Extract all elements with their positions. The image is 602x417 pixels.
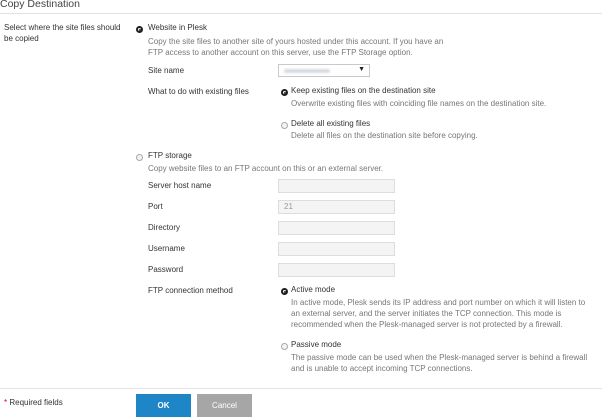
keep-files-label[interactable]: Keep existing files on the destination site xyxy=(291,86,436,95)
plesk-description-line1: Copy the site files to another site of yours hosted under this account. If you have an xyxy=(148,37,444,46)
active-mode-label[interactable]: Active mode xyxy=(291,285,336,294)
ok-button[interactable]: OK xyxy=(136,394,191,417)
website-in-plesk-label[interactable]: Website in Plesk xyxy=(148,23,207,32)
website-in-plesk-radio[interactable] xyxy=(136,26,143,33)
required-fields-text: Required fields xyxy=(9,398,63,407)
footer-divider xyxy=(0,388,602,389)
required-star: * xyxy=(4,398,8,407)
server-host-name-label: Server host name xyxy=(148,181,212,190)
active-mode-description-line1: In active mode, Plesk sends its IP address and port number on which it will listen to xyxy=(291,298,586,307)
password-label: Password xyxy=(148,265,184,274)
active-mode-description-line2: an external server, and the server initiates the TCP connection. This mode is xyxy=(291,309,562,318)
ftp-connection-method-label: FTP connection method xyxy=(148,286,233,295)
active-mode-description-line3: recommended when the Plesk-managed server is not protected by a firewall. xyxy=(291,320,563,329)
keep-files-description: Overwrite existing files with coinciding file names on the destination site. xyxy=(291,99,547,108)
server-host-name-input[interactable] xyxy=(278,179,395,193)
active-mode-radio[interactable] xyxy=(281,288,288,295)
delete-files-label[interactable]: Delete all existing files xyxy=(291,119,371,128)
directory-label: Directory xyxy=(148,223,181,232)
port-value: 21 xyxy=(284,202,293,211)
dropdown-arrow-icon: ▼ xyxy=(358,66,365,73)
passive-mode-description-line2: and is unable to accept incoming TCP connections. xyxy=(291,364,473,373)
keep-files-radio[interactable] xyxy=(281,89,288,96)
site-name-label: Site name xyxy=(148,66,185,75)
password-input[interactable] xyxy=(278,263,395,277)
title-divider xyxy=(0,13,602,14)
existing-files-label: What to do with existing files xyxy=(148,87,249,96)
directory-input[interactable] xyxy=(278,221,395,235)
passive-mode-radio[interactable] xyxy=(281,343,288,350)
ftp-storage-radio[interactable] xyxy=(136,154,143,161)
username-input[interactable] xyxy=(278,242,395,256)
ftp-storage-description: Copy website files to an FTP account on this or an external server. xyxy=(148,164,384,173)
destination-label-line1: Select where the site files should xyxy=(4,23,121,32)
destination-label-line2: be copied xyxy=(4,34,39,43)
page-title: Copy Destination xyxy=(0,0,80,10)
username-label: Username xyxy=(148,244,185,253)
passive-mode-description-line1: The passive mode can be used when the Plesk-managed server is behind a firewall xyxy=(291,353,588,362)
delete-files-description: Delete all files on the destination site before copying. xyxy=(291,131,478,140)
port-label: Port xyxy=(148,202,163,211)
passive-mode-label[interactable]: Passive mode xyxy=(291,340,342,349)
site-name-select[interactable] xyxy=(278,64,370,77)
ftp-storage-label[interactable]: FTP storage xyxy=(148,151,192,160)
required-fields-note xyxy=(4,398,63,407)
cancel-button[interactable]: Cancel xyxy=(197,394,252,417)
plesk-description-line2: FTP access to another account on this server, use the FTP Storage option. xyxy=(148,48,413,57)
port-input[interactable] xyxy=(278,200,395,214)
delete-files-radio[interactable] xyxy=(281,122,288,129)
site-name-redacted-value xyxy=(284,69,330,73)
